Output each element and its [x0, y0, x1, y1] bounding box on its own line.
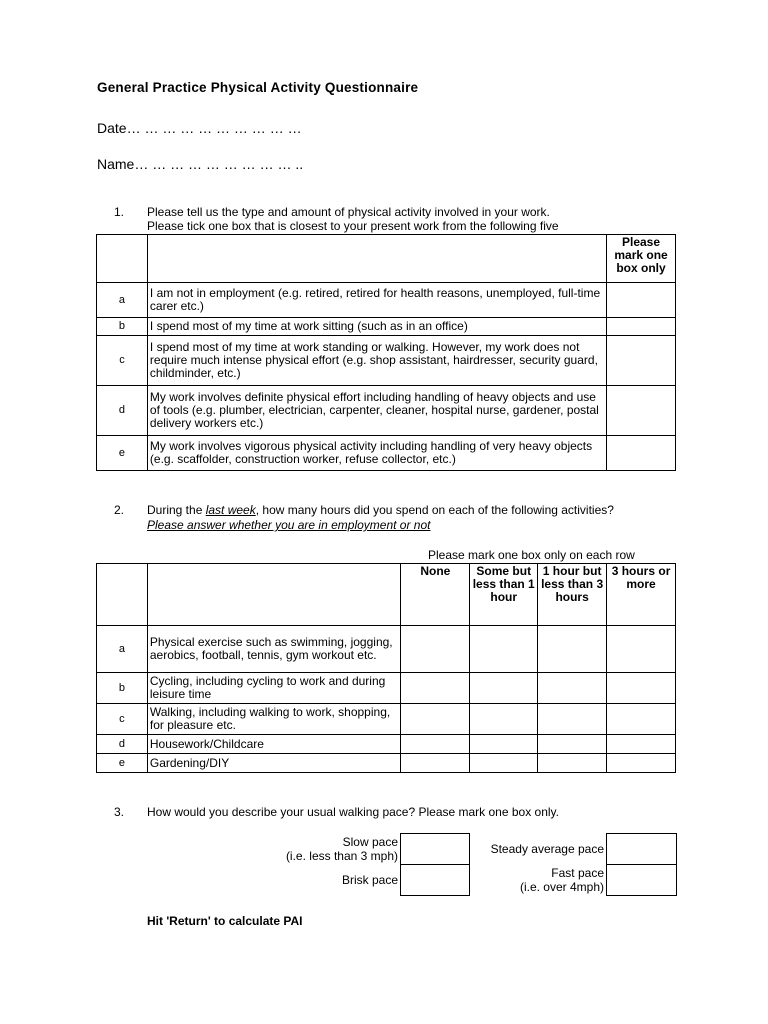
q3-text: How would you describe your usual walking pace? Please mark one box only. — [147, 805, 560, 819]
date-field[interactable]: Date… … … … … … … … … … — [97, 120, 302, 136]
q2-header-row — [97, 564, 676, 626]
row-text: My work involves vigorous physical activity including handling of very heavy objects (e.g. scaffolder, construction worker, refuse collector, etc.) — [147, 436, 606, 471]
q1-checkbox-c[interactable] — [607, 336, 676, 386]
q2e-1to3-box[interactable] — [538, 754, 607, 773]
slow-pace-box[interactable] — [400, 833, 470, 865]
q2a-3plus-box[interactable] — [607, 626, 676, 673]
table-row — [97, 283, 676, 318]
q1-checkbox-b[interactable] — [607, 318, 676, 336]
q2-line2: Please answer whether you are in employment or not — [147, 518, 431, 532]
q2a-some-box[interactable] — [470, 626, 538, 673]
name-field[interactable]: Name… … … … … … … … … .. — [97, 156, 304, 172]
q2-header-none: None — [401, 564, 470, 626]
q1-header-mark: Please mark one box only — [607, 235, 676, 283]
table-row — [97, 754, 676, 773]
q2-line1-post: , how many hours did you spend on each of the following activities? — [255, 503, 614, 517]
q2e-none-box[interactable] — [401, 754, 470, 773]
row-text: Cycling, including cycling to work and during leisure time — [147, 673, 401, 704]
q2b-some-box[interactable] — [470, 673, 538, 704]
row-text: My work involves definite physical effort including handling of heavy objects and use of tools (e.g. plumber, electrician, carpenter, cleaner, hospital nurse, gardener, postal delivery workers etc.) — [147, 386, 606, 436]
row-letter: c — [97, 704, 148, 735]
fast-pace-sub: (i.e. over 4mph) — [519, 880, 604, 894]
q2b-1to3-box[interactable] — [538, 673, 607, 704]
steady-pace-box[interactable] — [606, 833, 677, 865]
table-row — [97, 735, 676, 754]
q2-instruction: Please mark one box only on each row — [428, 548, 635, 562]
slow-pace-sub: (i.e. less than 3 mph) — [285, 849, 398, 863]
row-letter: e — [97, 436, 148, 471]
fast-pace-title: Fast pace — [551, 866, 604, 880]
q2a-1to3-box[interactable] — [538, 626, 607, 673]
row-text: Walking, including walking to work, shopping, for pleasure etc. — [147, 704, 401, 735]
q2e-3plus-box[interactable] — [607, 754, 676, 773]
row-text: I spend most of my time at work sitting (such as in an office) — [147, 318, 606, 336]
q2c-none-box[interactable] — [401, 704, 470, 735]
slow-pace-label — [250, 835, 398, 863]
q1-header-blank — [97, 235, 148, 283]
q2b-none-box[interactable] — [401, 673, 470, 704]
slow-pace-title: Slow pace — [342, 835, 398, 849]
row-text: Housework/Childcare — [147, 735, 401, 754]
q2-header-blank — [97, 564, 148, 626]
row-letter: c — [97, 336, 148, 386]
q1-header-blank2 — [147, 235, 606, 283]
row-letter: b — [97, 673, 148, 704]
table-row — [97, 626, 676, 673]
table-row — [97, 704, 676, 735]
q2-header-1to3: 1 hour but less than 3 hours — [538, 564, 607, 626]
fast-pace-box[interactable] — [606, 864, 677, 896]
q1-table — [96, 234, 676, 471]
row-letter: b — [97, 318, 148, 336]
page-title: General Practice Physical Activity Questionnaire — [97, 80, 419, 95]
row-text: Physical exercise such as swimming, jogging, aerobics, football, tennis, gym workout etc. — [147, 626, 401, 673]
q1-line2: Please tick one box that is closest to your present work from the following five — [147, 219, 559, 233]
q2-line1-pre: During the — [147, 503, 206, 517]
fast-pace-label — [470, 866, 604, 894]
q2-line1-emphasis: last week — [205, 503, 256, 517]
q2d-some-box[interactable] — [470, 735, 538, 754]
table-row — [97, 436, 676, 471]
row-text: I spend most of my time at work standing or walking. However, my work does not require much intense physical effort (e.g. shop assistant, hairdresser, security guard, childminder, etc.) — [147, 336, 606, 386]
table-row — [97, 318, 676, 336]
row-letter: a — [97, 283, 148, 318]
q1-header-row — [97, 235, 676, 283]
q2d-3plus-box[interactable] — [607, 735, 676, 754]
q2-number: 2. — [114, 503, 125, 517]
q3-number: 3. — [114, 805, 125, 819]
q2-header-blank2 — [147, 564, 401, 626]
q1-checkbox-d[interactable] — [607, 386, 676, 436]
q2d-none-box[interactable] — [401, 735, 470, 754]
q2c-1to3-box[interactable] — [538, 704, 607, 735]
row-letter: d — [97, 735, 148, 754]
brisk-pace-box[interactable] — [400, 864, 470, 896]
q2b-3plus-box[interactable] — [607, 673, 676, 704]
q2-header-some: Some but less than 1 hour — [470, 564, 538, 626]
q2c-some-box[interactable] — [470, 704, 538, 735]
row-text: Gardening/DIY — [147, 754, 401, 773]
q2d-1to3-box[interactable] — [538, 735, 607, 754]
row-letter: a — [97, 626, 148, 673]
row-letter: d — [97, 386, 148, 436]
q2c-3plus-box[interactable] — [607, 704, 676, 735]
q2e-some-box[interactable] — [470, 754, 538, 773]
steady-pace-label: Steady average pace — [490, 842, 604, 856]
q2-line1 — [147, 503, 614, 517]
q2a-none-box[interactable] — [401, 626, 470, 673]
q1-checkbox-a[interactable] — [607, 283, 676, 318]
row-letter: e — [97, 754, 148, 773]
q2-table — [96, 563, 676, 773]
table-row — [97, 386, 676, 436]
q1-line1: Please tell us the type and amount of physical activity involved in your work. — [147, 205, 550, 219]
row-text: I am not in employment (e.g. retired, retired for health reasons, unemployed, full-time carer etc.) — [147, 283, 606, 318]
q1-checkbox-e[interactable] — [607, 436, 676, 471]
table-row — [97, 336, 676, 386]
q1-number: 1. — [114, 205, 125, 219]
q2-header-3plus: 3 hours or more — [607, 564, 676, 626]
table-row — [97, 673, 676, 704]
brisk-pace-label: Brisk pace — [341, 873, 398, 887]
calculate-hint: Hit 'Return' to calculate PAI — [147, 914, 303, 928]
